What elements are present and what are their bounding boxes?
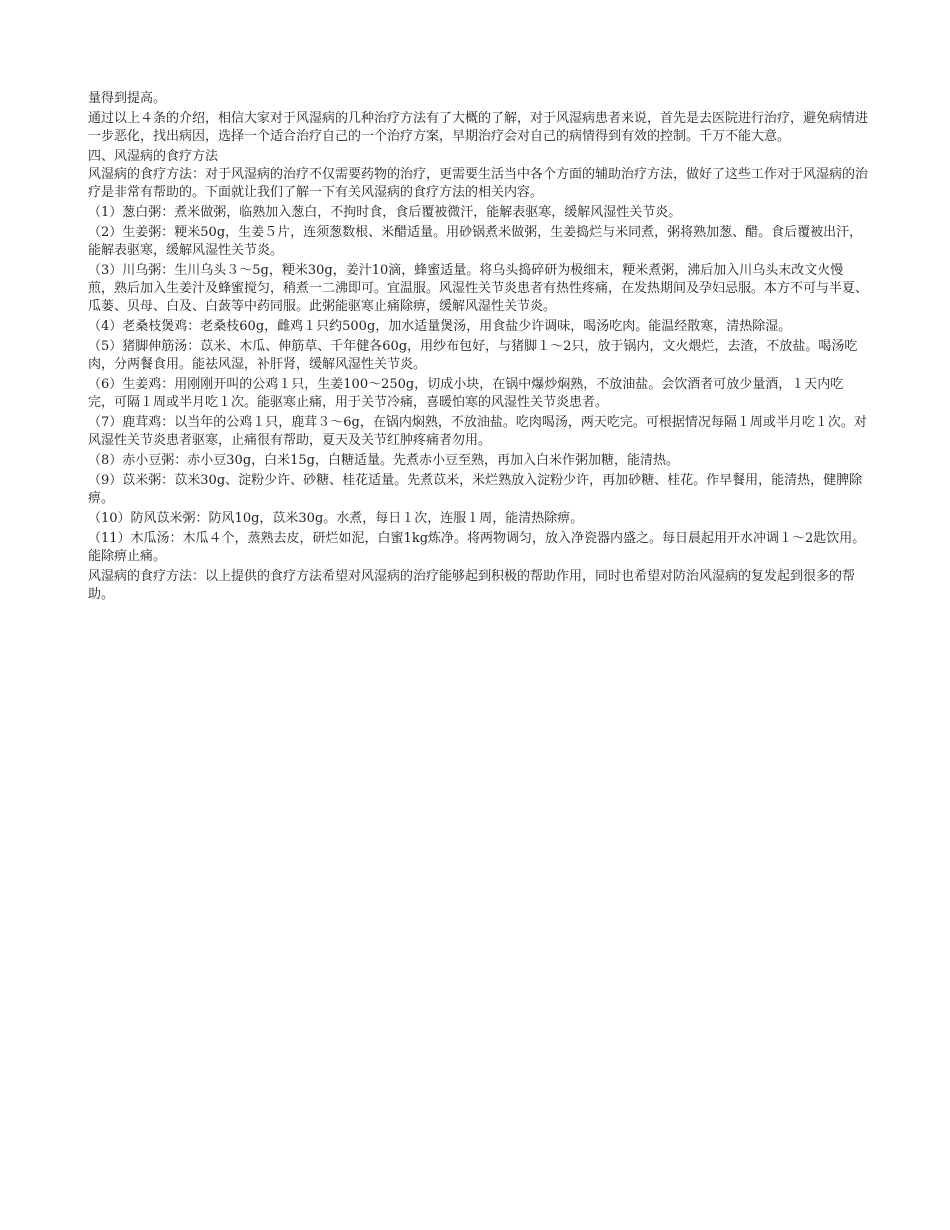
paragraph-continuation: 量得到提高。: [88, 91, 167, 106]
paragraph-summary: 通过以上４条的介绍，相信大家对于风湿病的几种治疗方法有了大概的了解，对于风湿病患者来说，首先是去医院进行治疗，避免病情进一步恶化，找出病因，选择一个适合治疗自己的一个治疗方案，早期治疗会对自己的病情得到有效的控制。千万不能大意。: [88, 111, 869, 144]
recipe-item-11: （11）木瓜汤：木瓜４个，蒸熟去皮，研烂如泥，白蜜1kg炼净。将两物调匀，放入净瓷器内盛之。每日晨起用开水冲调１～2匙饮用。能除痹止痛。: [88, 531, 866, 564]
document-body: [88, 90, 868, 606]
recipe-item-3: （3）川乌粥：生川乌头３～5g，粳米30g，姜汁10滴，蜂蜜适量。将乌头捣碎研为极细末，粳米煮粥，沸后加入川乌头末改文火慢煎，熟后加入生姜汁及蜂蜜搅匀，稍煮一二沸即可。宜温服。风湿性关节炎患者有热性疼痛，在发热期间及孕妇忌服。本方不可与半夏、瓜蒌、贝母、白及、白蔹等中药同服。此粥能驱寒止痛除痹，缓解风湿性关节炎。: [88, 263, 869, 314]
recipe-item-6: （6）生姜鸡：用刚刚开叫的公鸡１只，生姜100～250g，切成小块，在锅中爆炒焖熟，不放油盐。会饮酒者可放少量酒，１天内吃完，可隔１周或半月吃１次。能驱寒止痛，用于关节冷痛，喜暖怕寒的风湿性关节炎患者。: [88, 377, 844, 410]
recipe-item-7: （7）鹿茸鸡：以当年的公鸡１只，鹿茸３～6g，在锅内焖熟，不放油盐。吃肉喝汤，两天吃完。可根据情况每隔１周或半月吃１次。对风湿性关节炎患者驱寒，止痛很有帮助，夏天及关节红肿疼痛者勿用。: [88, 415, 867, 448]
recipe-item-9: （9）苡米粥：苡米30g、淀粉少许、砂糖、桂花适量。先煮苡米，米烂熟放入淀粉少许，再加砂糖、桂花。作早餐用，能清热，健脾除痹。: [88, 473, 863, 506]
section-heading: 四、风湿病的食疗方法: [88, 149, 219, 164]
recipe-item-1: （1）葱白粥：煮米做粥，临熟加入葱白，不拘时食，食后覆被微汗，能解表驱寒，缓解风湿性关节炎。: [88, 205, 682, 220]
paragraph-conclusion: 风湿病的食疗方法：以上提供的食疗方法希望对风湿病的治疗能够起到积极的帮助作用，同时也希望对防治风湿病的复发起到很多的帮助。: [88, 569, 856, 602]
recipe-item-5: （5）猪脚伸筋汤：苡米、木瓜、伸筋草、千年健各60g，用纱布包好，与猪脚１～2只，放于锅内，文火煨烂，去渣，不放盐。喝汤吃肉，分两餐食用。能祛风湿，补肝肾，缓解风湿性关节炎。: [88, 339, 858, 372]
recipe-item-10: （10）防风苡米粥：防风10g，苡米30g。水煮，每日１次，连服１周，能清热除痹。: [88, 511, 584, 526]
recipe-item-4: （4）老桑枝煲鸡：老桑枝60g，雌鸡１只约500g，加水适量煲汤，用食盐少许调味，喝汤吃肉。能温经散寒，清热除湿。: [88, 319, 792, 334]
recipe-item-8: （8）赤小豆粥：赤小豆30g，白米15g，白糖适量。先煮赤小豆至熟，再加入白米作粥加糖，能清热。: [88, 453, 679, 468]
recipe-item-2: （2）生姜粥：粳米50g，生姜５片，连须葱数根、米醋适量。用砂锅煮米做粥，生姜捣烂与米同煮，粥将熟加葱、醋。食后覆被出汗，能解表驱寒，缓解风湿性关节炎。: [88, 225, 863, 258]
paragraph-intro: 风湿病的食疗方法：对于风湿病的治疗不仅需要药物的治疗，更需要生活当中各个方面的辅助治疗方法，做好了这些工作对于风湿病的治疗是非常有帮助的。下面就让我们了解一下有关风湿病的食疗方法的相关内容。: [88, 167, 869, 200]
